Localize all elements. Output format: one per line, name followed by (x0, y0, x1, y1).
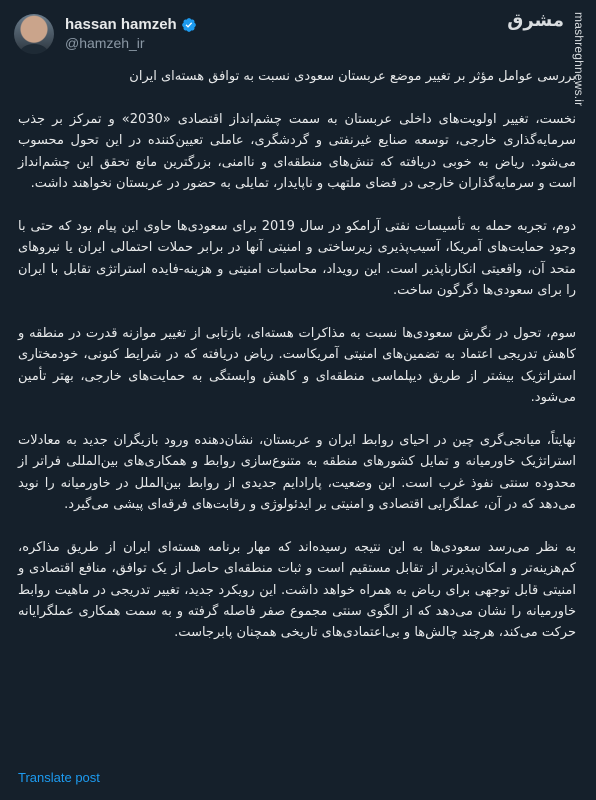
tweet-paragraph-5: به نظر می‌رسد سعودی‌ها به این نتیجه رسیده‌اند که مهار برنامه هسته‌ای ایران از طریق مذاکره، کم‌هزینه‌تر و امکان‌پذیرتر از تقابل مستقیم است و ثبات منطقه‌ای حاصل از یک توافق، منافع اقتصادی و امنیتی قابل توجهی برای ریاض به همراه خواهد داشت. این رویکرد جدید، تغییر تدریجی در ماهیت روابط خاورمیانه را نشان می‌دهد که از الگوی سنتی مجموع صفر فاصله گرفته و به سمت همکاری عملگرایانه حرکت می‌کند، هرچند چالش‌ها و بی‌اعتمادی‌های تاریخی همچنان پابرجاست. (18, 539, 576, 641)
tweet-title: بررسی عوامل مؤثر بر تغییر موضع عربستان سعودی نسبت به توافق هسته‌ای ایران (129, 69, 576, 84)
author-display-name[interactable]: hassan hamzeh (65, 16, 177, 33)
tweet-paragraph-4: نهایتاً، میانجی‌گری چین در احیای روابط ایران و عربستان، نشان‌دهنده ورود بازیگران جدید به معادلات استراتژیک خاورمیانه و تمایل کشورهای منطقه به متنوع‌سازی روابط و همکاری‌های بین‌المللی فراتر از محدوده سنتی نفوذ غرب است. این وضعیت، پارادایم جدیدی از روابط بین‌الملل در خاورمیانه را نوید می‌دهد که در آن، عملگرایی اقتصادی و امنیتی بر ایدئولوژی و رقابت‌های فرقه‌ای پیشی می‌گیرد. (18, 432, 576, 513)
site-url-watermark: mashreghnews.ir (572, 12, 586, 107)
tweet-paragraph-1: نخست، تغییر اولویت‌های داخلی عربستان به سمت چشم‌انداز اقتصادی «2030» و تمرکز بر جذب سرمایه‌گذاری خارجی، توسعه صنایع غیرنفتی و گردشگری، عاملی تعیین‌کننده در این تحول محسوب می‌شود. ریاض به خوبی دریافته که تنش‌های منطقه‌ای و ناامنی، بزرگترین مانع تحقق این چشم‌انداز است و سرمایه‌گذاران خارجی در فضای ملتهب و ناپایدار، تمایلی به حضور در عربستان نخواهند داشت. (18, 111, 576, 192)
tweet-header (14, 10, 197, 58)
author-name-row (65, 16, 197, 34)
tweet-paragraph-3: سوم، تحول در نگرش سعودی‌ها نسبت به مذاکرات هسته‌ای، بازتابی از تغییر موازنه قدرت در منطقه و کاهش تدریجی اعتماد به تضمین‌های امنیتی آمریکاست. ریاض دریافته که در شرایط کنونی، خودمختاری استراتژیک بیشتر از طریق دیپلماسی منطقه‌ای و کاهش وابستگی به حمایت‌های خارجی، بهتر تأمین می‌شود. (18, 325, 576, 406)
translate-post-link[interactable]: Translate post (18, 770, 100, 785)
verified-badge-icon (181, 17, 197, 33)
author-handle[interactable]: @hamzeh_ir (65, 35, 145, 51)
tweet-text (18, 66, 576, 665)
author-info (65, 16, 197, 52)
avatar[interactable] (14, 14, 54, 54)
site-logo: مشرق (507, 10, 564, 31)
tweet-paragraph-2: دوم، تجربه حمله به تأسیسات نفتی آرامکو در سال 2019 برای سعودی‌ها حاوی این پیام بود که حتی با وجود حمایت‌های آمریکا، آسیب‌پذیری زیرساختی و امنیتی آنها در برابر حملات احتمالی ایران یا نیروهای متحد آن، واقعیتی انکارناپذیر است. این رویداد، محاسبات امنیتی و هزینه-فایده استراتژی تقابل با ایران را برای سعودی‌ها دگرگون ساخت. (18, 218, 576, 299)
